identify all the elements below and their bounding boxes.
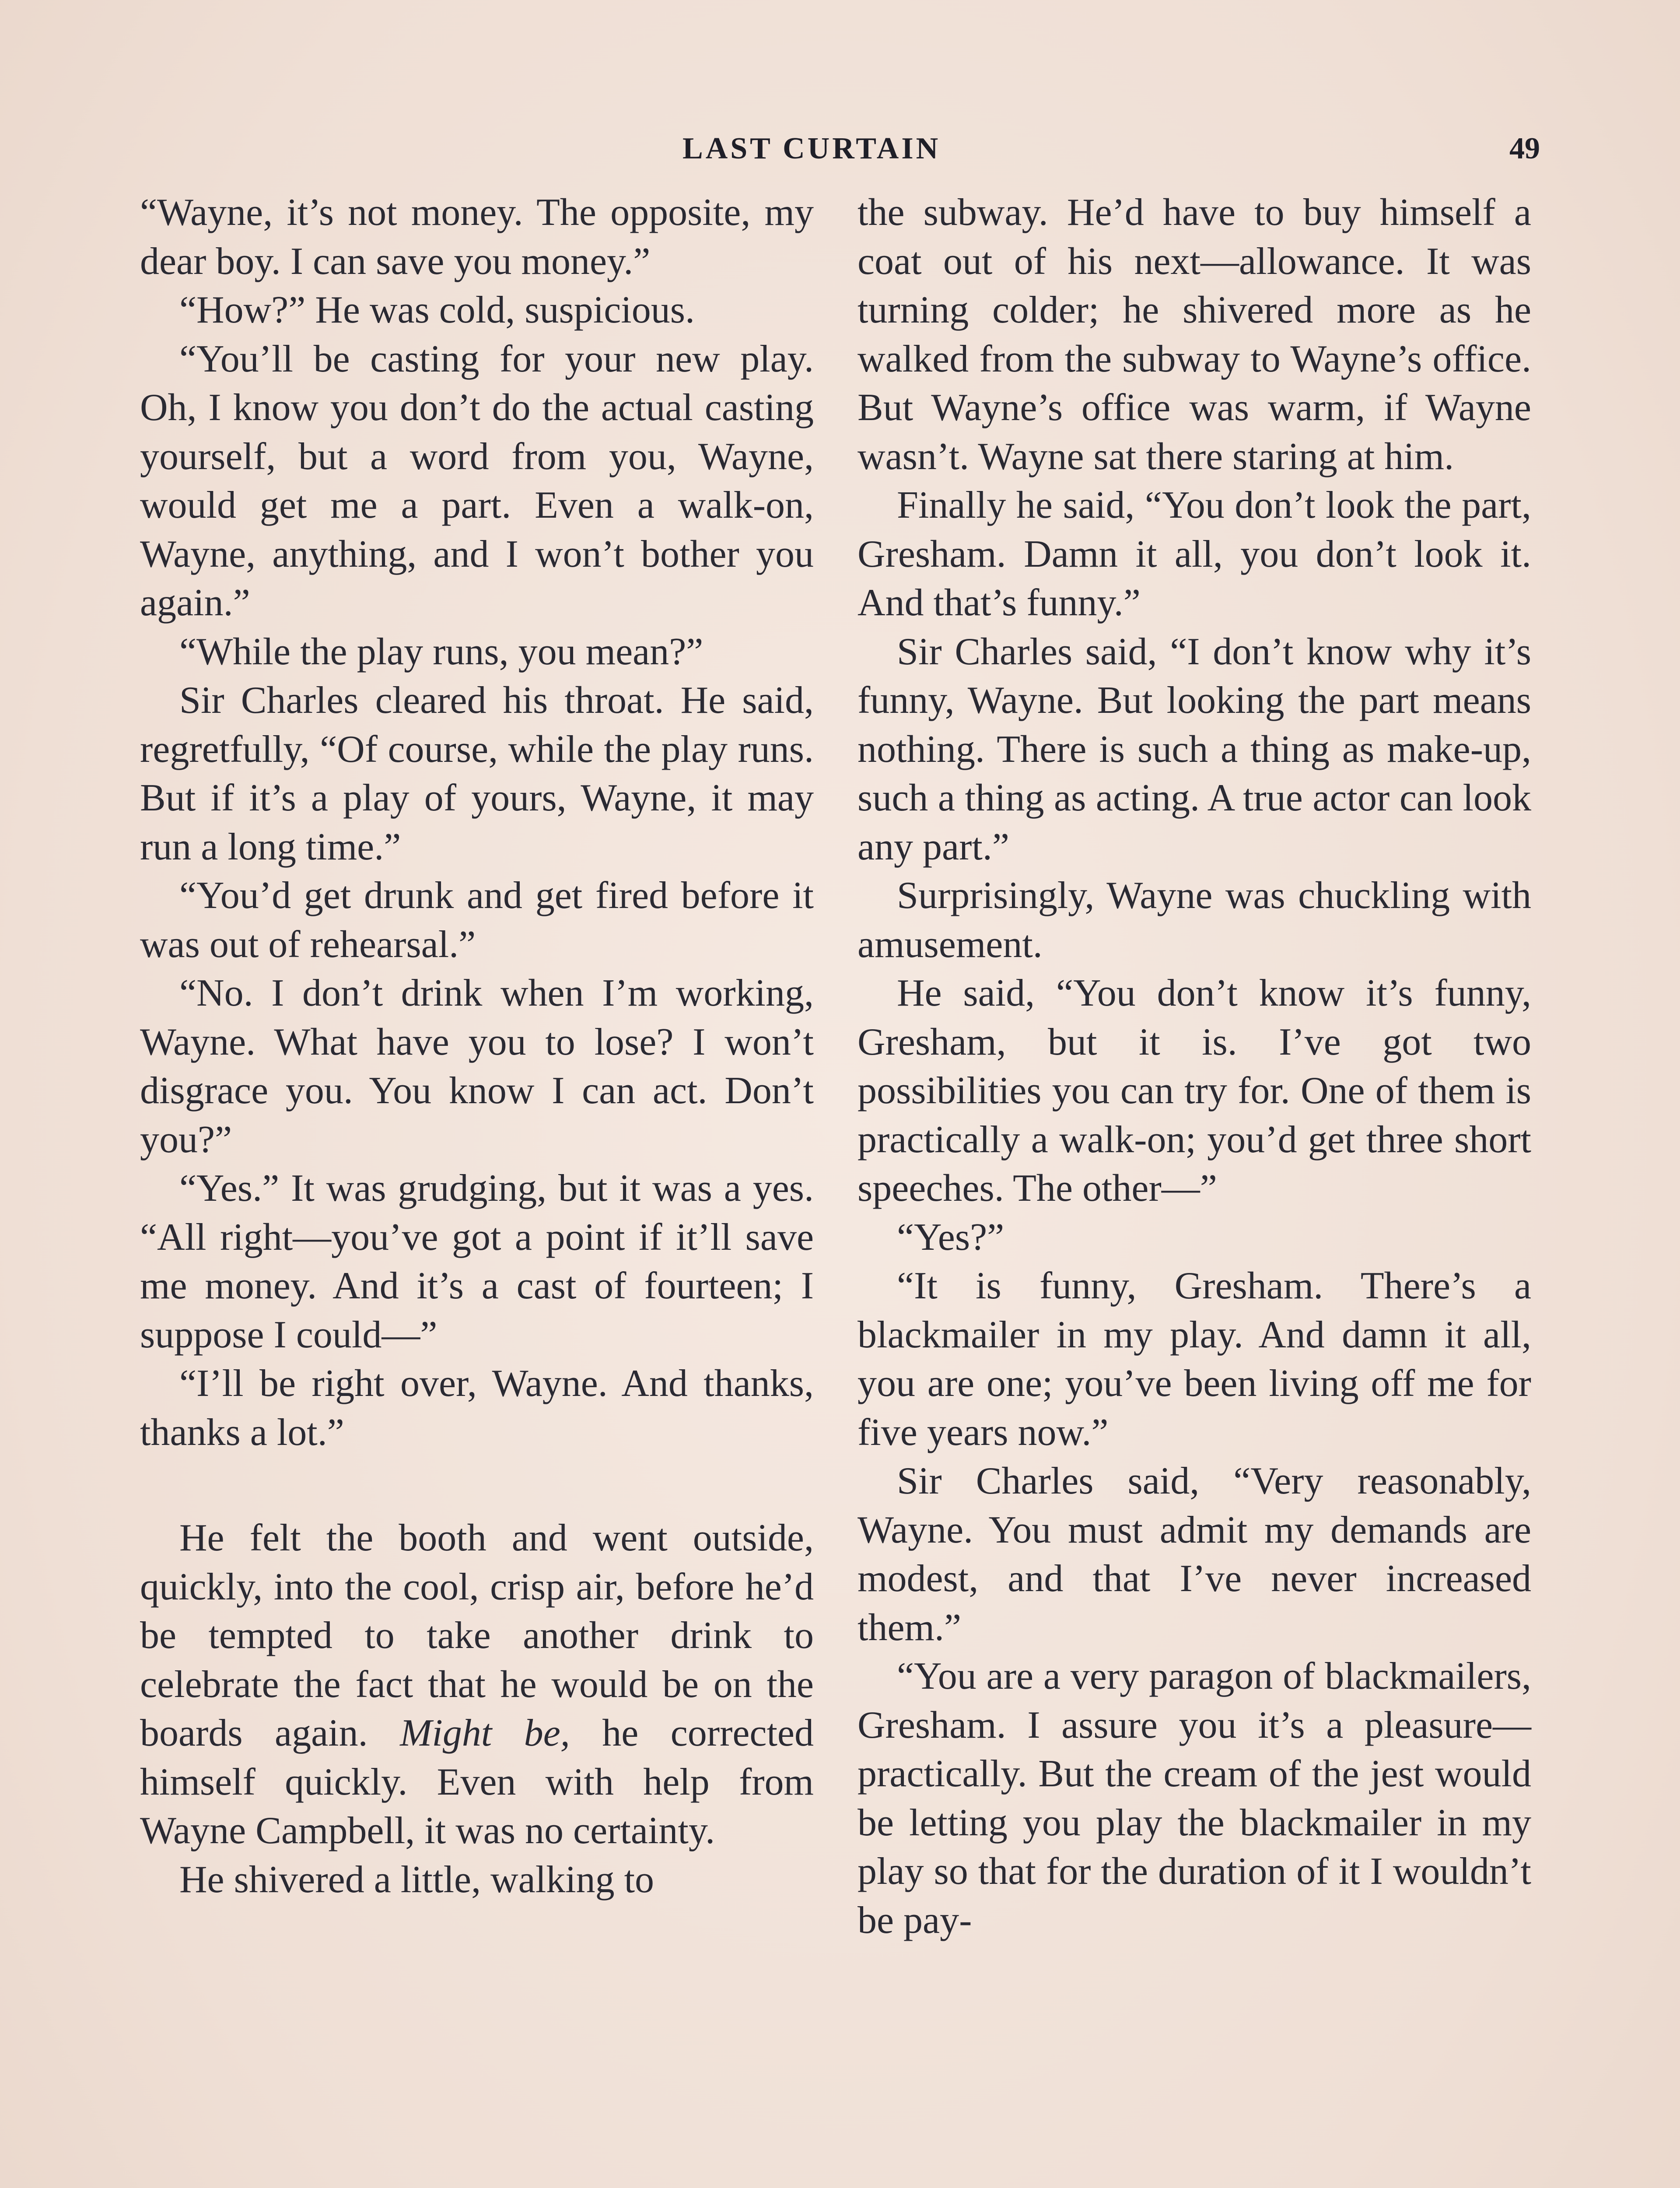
paragraph: Surprisingly, Wayne was chuckling with amusement. — [858, 874, 1531, 966]
paragraph: “You’ll be casting for your new play. Oh, I know you don’t do the actual casting yourself, but a word from you, Wayne, would get me a part. Even a walk-on, Wayne, anything, and I won’t bother you again.” — [140, 337, 814, 624]
running-title: LAST CURTAIN — [682, 132, 941, 165]
paragraph: “Yes?” — [897, 1216, 1004, 1259]
paragraph: “How?” He was cold, suspicious. — [179, 289, 695, 331]
right-column — [858, 188, 1531, 1945]
paragraph: “You are a very paragon of blackmailers, Gresham. I assure you it’s a pleasure—practically. But the cream of the jest would be letting you play the blackmailer in my play so that for the duration of it I wouldn’t be pay- — [858, 1655, 1531, 1942]
paragraph: “You’d get drunk and get fired before it was out of rehearsal.” — [140, 874, 814, 966]
page-number: 49 — [1509, 132, 1540, 165]
text-run: he corrected himself quickly. Even with help from Wayne Campbell, it was no certainty. — [140, 1712, 814, 1852]
paragraph: “No. I don’t drink when I’m working, Wayne. What have you to lose? I won’t disgrace you. You know I can act. Don’t you?” — [140, 972, 814, 1161]
left-column — [140, 188, 814, 1904]
paragraph: He said, “You don’t know it’s funny, Gresham, but it is. I’ve got two possibilities you can try for. One of them is practically a walk-on; you’d get three short speeches. The other—” — [858, 972, 1531, 1210]
paragraph: “Yes.” It was grudging, but it was a yes. “All right—you’ve got a point if it’ll save me money. And it’s a cast of fourteen; I suppose I could—” — [140, 1167, 814, 1356]
paragraph: “While the play runs, you mean?” — [179, 630, 704, 673]
paragraph: He shivered a little, walking to — [179, 1858, 654, 1901]
paragraph: “It is funny, Gresham. There’s a blackmailer in my play. And damn it all, you are one; you’ve been living off me for five years now.” — [858, 1265, 1531, 1454]
paragraph: Sir Charles said, “I don’t know why it’s funny, Wayne. But looking the part means nothing. There is such a thing as make-up, such a thing as acting. A true actor can look any part.” — [858, 630, 1531, 868]
section-paragraph — [140, 1514, 814, 1855]
paragraph: Finally he said, “You don’t look the part, Gresham. Damn it all, you don’t look it. And that’s funny.” — [858, 484, 1531, 624]
italic-text: Might be, — [400, 1712, 570, 1754]
paragraph-continuation: the subway. He’d have to buy himself a coat out of his next—allowance. It was turning colder; he shivered more as he walked from the subway to Wayne’s office. But Wayne’s office was warm, if Wayne wasn’t. Wayne sat there staring at him. — [858, 191, 1531, 478]
paragraph: “Wayne, it’s not money. The opposite, my dear boy. I can save you money.” — [140, 191, 814, 283]
text-run: He felt the booth and went outside, quickly, into the cool, crisp air, before he’d be tempted to take another drink to celebrate the fact that he would be on the boards again. — [140, 1517, 814, 1754]
paragraph: Sir Charles said, “Very reasonably, Wayne. You must admit my demands are modest, and that I’ve never increased them.” — [858, 1460, 1531, 1649]
paragraph: Sir Charles cleared his throat. He said, regretfully, “Of course, while the play runs. But if it’s a play of yours, Wayne, it may run a long time.” — [140, 679, 814, 868]
paragraph: “I’ll be right over, Wayne. And thanks, thanks a lot.” — [140, 1362, 814, 1454]
